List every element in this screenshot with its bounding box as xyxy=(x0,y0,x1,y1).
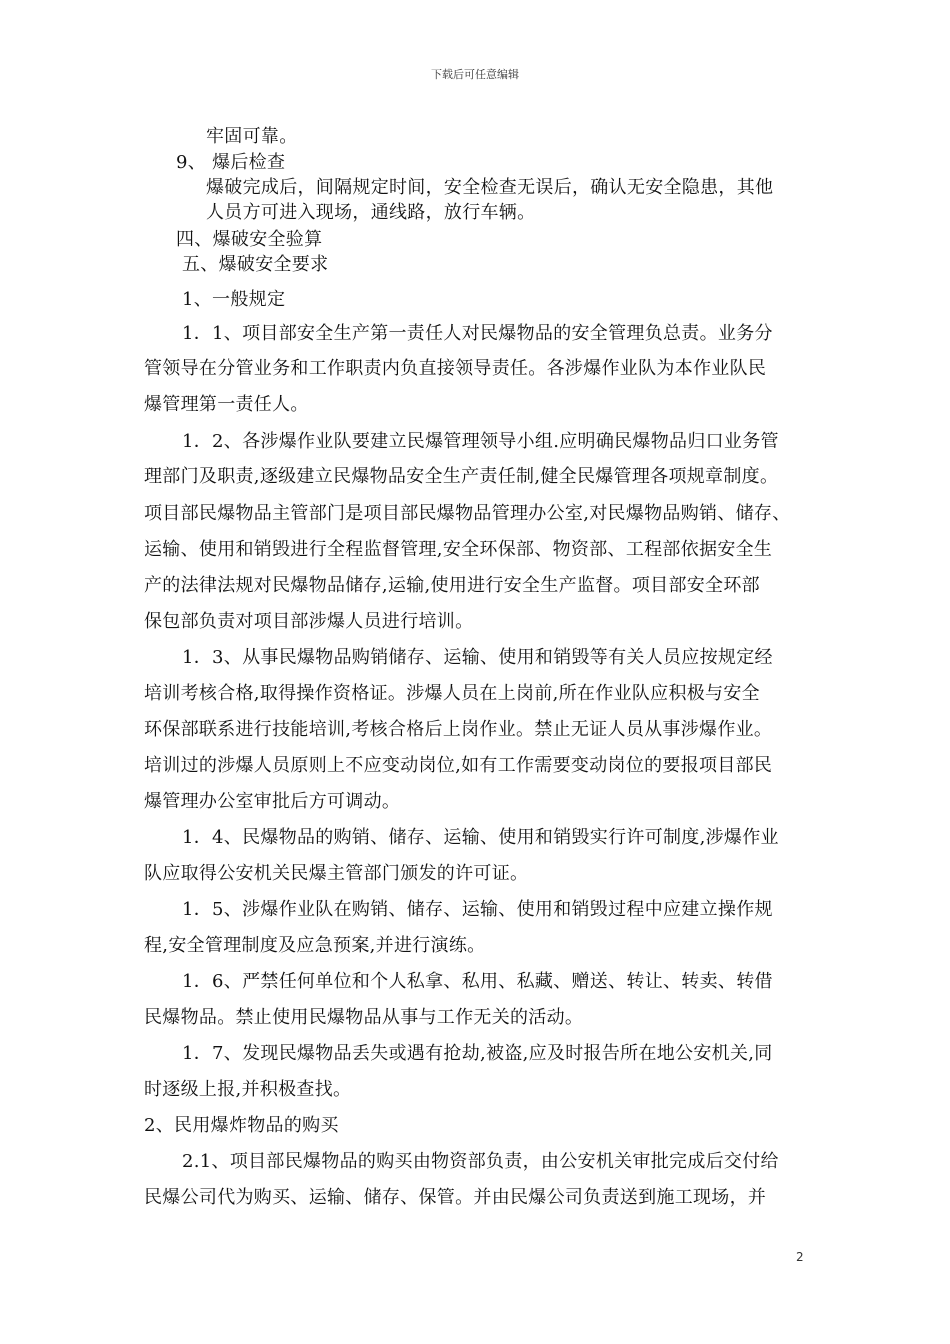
text-line: 环保部联系进行技能培训,考核合格后上岗作业。禁止无证人员从事涉爆作业。 xyxy=(144,719,773,740)
text-line: 五、爆破安全要求 xyxy=(182,254,329,275)
text-line: 民爆物品。禁止使用民爆物品从事与工作无关的活动。 xyxy=(144,1007,584,1028)
text-line: 1．2、各涉爆作业队要建立民爆管理领导小组.应明确民爆物品归口业务管 xyxy=(182,431,779,452)
text-line: 1．4、民爆物品的购销、储存、运输、使用和销毁实行许可制度,涉爆作业 xyxy=(182,827,779,848)
text-line: 培训过的涉爆人员原则上不应变动岗位,如有工作需要变动岗位的要报项目部民 xyxy=(144,755,773,776)
text-line: 时逐级上报,并积极查找。 xyxy=(144,1079,352,1100)
text-line: 运输、使用和销毁进行全程监督管理,安全环保部、物资部、工程部依据安全生 xyxy=(144,539,773,560)
text-line: 产的法律法规对民爆物品储存,运输,使用进行安全生产监督。项目部安全环部 xyxy=(144,575,760,596)
text-line: 爆管理第一责任人。 xyxy=(144,394,309,415)
text-line: 2、民用爆炸物品的购买 xyxy=(144,1115,339,1136)
text-line: 1．5、涉爆作业队在购销、储存、运输、使用和销毁过程中应建立操作规 xyxy=(182,899,773,920)
text-line: 爆破完成后，间隔规定时间，安全检查无误后，确认无安全隐患，其他 xyxy=(206,177,774,198)
text-line: 队应取得公安机关民爆主管部门颁发的许可证。 xyxy=(144,863,529,884)
text-line: 项目部民爆物品主管部门是项目部民爆物品管理办公室,对民爆物品购销、储存、 xyxy=(144,503,791,524)
text-line: 爆管理办公室审批后方可调动。 xyxy=(144,791,401,812)
text-line: 程,安全管理制度及应急预案,并进行演练。 xyxy=(144,935,486,956)
text-line: 管领导在分管业务和工作职责内负直接领导责任。各涉爆作业队为本作业队民 xyxy=(144,358,767,379)
text-line: 四、爆破安全验算 xyxy=(176,229,323,250)
text-line: 民爆公司代为购买、运输、储存、保管。并由民爆公司负责送到施工现场，并 xyxy=(144,1187,767,1208)
page-number: 2 xyxy=(796,1250,804,1264)
text-line: 理部门及职责,逐级建立民爆物品安全生产责任制,健全民爆管理各项规章制度。 xyxy=(144,466,779,487)
text-line: 培训考核合格,取得操作资格证。涉爆人员在上岗前,所在作业队应积极与安全 xyxy=(144,683,760,704)
text-line: 1．6、严禁任何单位和个人私拿、私用、私藏、赠送、转让、转卖、转借 xyxy=(182,971,773,992)
text-line: 2.1、项目部民爆物品的购买由物资部负责，由公安机关审批完成后交付给 xyxy=(182,1151,779,1172)
text-line: 1．7、发现民爆物品丢失或遇有抢劫,被盗,应及时报告所在地公安机关,同 xyxy=(182,1043,773,1064)
text-line: 1、一般规定 xyxy=(182,289,286,310)
text-line: 人员方可进入现场，通线路，放行车辆。 xyxy=(206,202,536,223)
text-line: 1．3、从事民爆物品购销储存、运输、使用和销毁等有关人员应按规定经 xyxy=(182,647,773,668)
text-line: 保包部负责对项目部涉爆人员进行培训。 xyxy=(144,611,474,632)
page-header: 下载后可任意编辑 xyxy=(431,68,519,81)
text-line: 1．1、项目部安全生产第一责任人对民爆物品的安全管理负总责。业务分 xyxy=(182,323,773,344)
text-line: 9、 爆后检查 xyxy=(176,152,286,173)
text-line: 牢固可靠。 xyxy=(206,126,298,147)
